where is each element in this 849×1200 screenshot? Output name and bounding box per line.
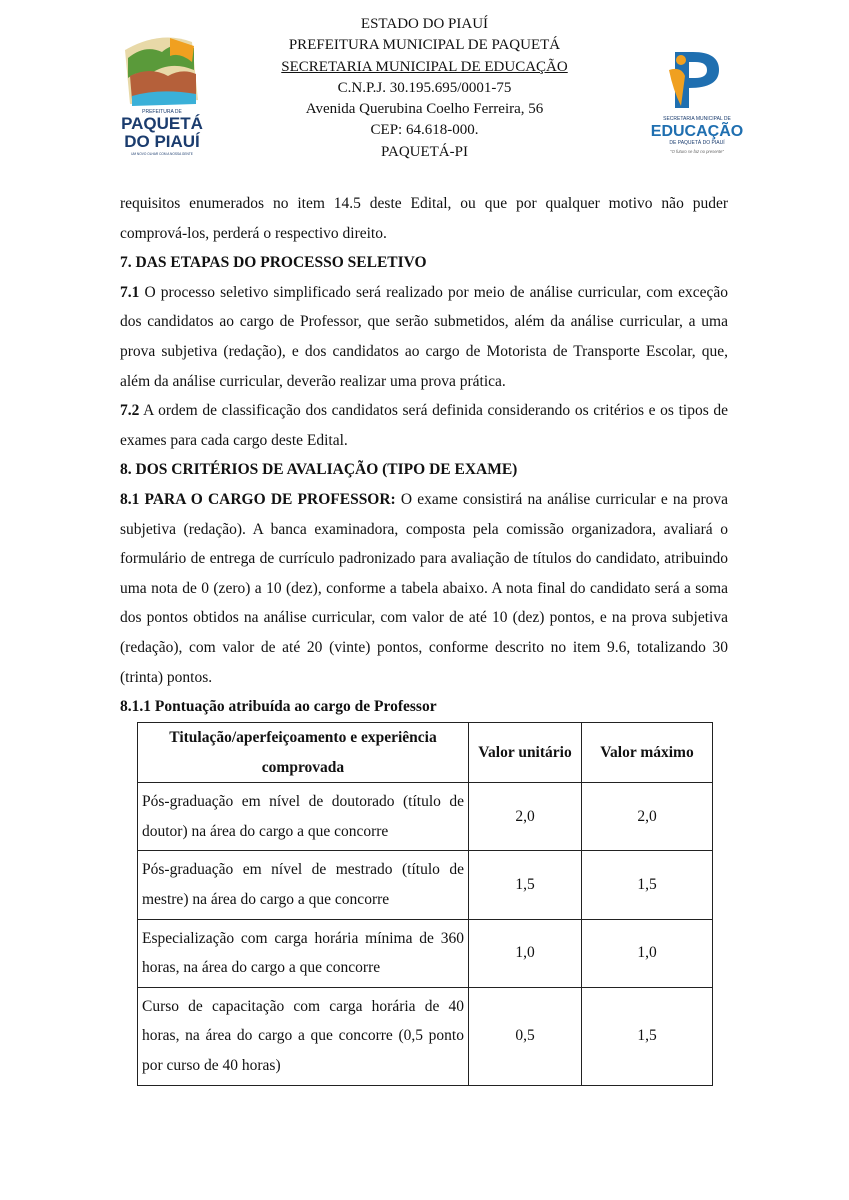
row-unit-value: 1,0	[469, 919, 582, 987]
row-unit-value: 1,5	[469, 851, 582, 919]
svg-text:PREFEITURA DE: PREFEITURA DE	[142, 109, 182, 115]
row-unit-value: 2,0	[469, 783, 582, 851]
paragraph-8-1	[120, 485, 728, 692]
row-max-value: 1,5	[582, 851, 713, 919]
item-number: 7.2	[120, 402, 140, 420]
svg-text:SECRETARIA MUNICIPAL DE: SECRETARIA MUNICIPAL DE	[663, 116, 731, 122]
section-7-heading: 7. DAS ETAPAS DO PROCESSO SELETIVO	[120, 254, 427, 272]
svg-text:PAQUETÁ: PAQUETÁ	[121, 114, 203, 133]
svg-text:"O futuro se faz no presente": "O futuro se faz no presente"	[670, 149, 724, 154]
section-8-1-1-heading: 8.1.1 Pontuação atribuída ao cargo de Professor	[120, 698, 437, 716]
table-header-row	[138, 723, 713, 783]
svg-text:DE PAQUETÁ DO PIAUÍ: DE PAQUETÁ DO PIAUÍ	[669, 140, 725, 146]
professor-score-table	[137, 722, 713, 1086]
prefeitura-paqueta-logo	[110, 22, 210, 162]
column-header-max-value: Valor máximo	[582, 723, 713, 783]
header-cnpj: C.N.P.J. 30.195.695/0001-75	[337, 79, 512, 96]
item-number: 7.1	[120, 283, 140, 301]
paragraph-7-1	[120, 278, 728, 396]
section-8-heading: 8. DOS CRITÉRIOS DE AVALIAÇÃO (TIPO DE EXAME)	[120, 461, 518, 479]
row-max-value: 1,0	[582, 919, 713, 987]
paragraph-text: O processo seletivo simplificado será realizado por meio de análise curricular, com exceção dos candidatos ao cargo de Professor, que serão submetidos, além da análise curricular, a uma prova subjetiva (redação), e dos candidatos ao cargo de Motorista de Transporte Escolar, que, além da análise curricular, deverão realizar uma prova prática.	[120, 283, 728, 390]
svg-text:EDUCAÇÃO: EDUCAÇÃO	[650, 123, 744, 140]
header-state: ESTADO DO PIAUÍ	[360, 16, 489, 32]
header-cep: CEP: 64.618-000.	[370, 122, 479, 139]
table-row	[138, 919, 713, 987]
item-number: 8.1 PARA O CARGO DE PROFESSOR:	[120, 490, 396, 508]
header-prefecture: PREFEITURA MUNICIPAL DE PAQUETÁ	[288, 37, 561, 54]
table-row	[138, 783, 713, 851]
paragraph-7-2	[120, 396, 728, 455]
table-row	[138, 987, 713, 1085]
row-description: Pós-graduação em nível de mestrado (título de mestre) na área do cargo a que concorre	[138, 851, 469, 919]
svg-text:UM NOVO OLHAR COM A NOSSA GENT: UM NOVO OLHAR COM A NOSSA GENTE	[131, 152, 193, 156]
svg-text:DO PIAUÍ: DO PIAUÍ	[124, 132, 200, 151]
document-body	[120, 189, 728, 722]
header-secretariat: SECRETARIA MUNICIPAL DE EDUCAÇÃO	[281, 58, 568, 75]
paragraph-requirements: requisitos enumerados no item 14.5 deste Edital, ou que por qualquer motivo não puder comprová-los, perderá o respectivo direito.	[120, 195, 728, 242]
row-max-value: 1,5	[582, 987, 713, 1085]
column-header-unit-value: Valor unitário	[469, 723, 582, 783]
row-description: Pós-graduação em nível de doutorado (título de doutor) na área do cargo a que concorre	[138, 783, 469, 851]
row-unit-value: 0,5	[469, 987, 582, 1085]
header-city: PAQUETÁ-PI	[381, 143, 468, 160]
row-description: Curso de capacitação com carga horária de 40 horas, na área do cargo a que concorre (0,5 ponto por curso de 40 horas)	[138, 987, 469, 1085]
header-address: Avenida Querubina Coelho Ferreira, 56	[305, 101, 544, 118]
paragraph-text: O exame consistirá na análise curricular e na prova subjetiva (redação). A banca examinadora, composta pela comissão organizadora, avaliará o formulário de entrega de currículo padronizado para avaliação de títulos do candidato, atribuindo uma nota de 0 (zero) a 10 (dez), conforme a tabela abaixo. A nota final do candidato será a soma dos pontos obtidos na análise curricular, com valor de até 10 (dez) pontos, e na prova subjetiva (redação), com valor de até 20 (vinte) pontos, conforme descrito no item 9.6, totalizando 30 (trinta) pontos.	[120, 490, 728, 686]
row-description: Especialização com carga horária mínima de 360 horas, na área do cargo a que concorre	[138, 919, 469, 987]
table-row	[138, 851, 713, 919]
row-max-value: 2,0	[582, 783, 713, 851]
column-header-titulation: Titulação/aperfeiçoamento e experiência comprovada	[138, 723, 469, 783]
paragraph-text: A ordem de classificação dos candidatos será definida considerando os critérios e os tipos de exames para cada cargo deste Edital.	[120, 402, 728, 449]
secretaria-educacao-logo	[645, 40, 750, 165]
